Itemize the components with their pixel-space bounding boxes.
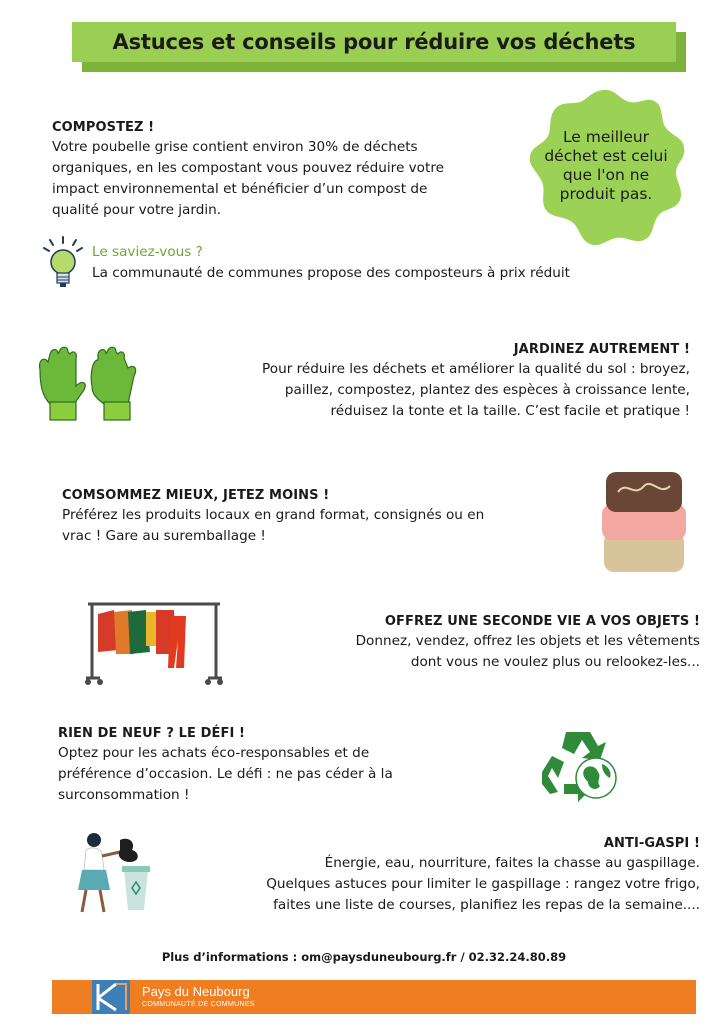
anti-gaspi-line: Quelques astuces pour limiter le gaspillage : rangez votre frigo, (266, 876, 700, 892)
garden-line: paillez, compostez, plantez des espèces à croissance lente, (284, 382, 690, 398)
compost-line: organiques, en les compostant vous pouvez réduire votre (52, 160, 444, 176)
tip-text: La communauté de communes propose des composteurs à prix réduit (92, 265, 570, 281)
woman-trash-icon (70, 830, 160, 920)
compost-line: impact environnemental et bénéficier d’un compost de (52, 181, 428, 197)
page-title: Astuces et conseils pour réduire vos déchets (112, 30, 636, 54)
badge-line: déchet est celui (544, 147, 668, 165)
nothing-new-line: surconsommation ! (58, 787, 190, 803)
lightbulb-icon (40, 236, 86, 292)
anti-gaspi-line: faites une liste de courses, planifiez les repas de la semaine.... (273, 897, 700, 913)
soap-bars-icon (598, 468, 690, 578)
compost-line: qualité pour votre jardin. (52, 202, 222, 218)
badge-line: Le meilleur (562, 128, 650, 146)
tip-label: Le saviez-vous ? (92, 244, 203, 260)
clothes-rack-icon (84, 596, 224, 688)
title-banner (72, 22, 676, 62)
consume-heading: COMSOMMEZ MIEUX, JETEZ MOINS ! (62, 488, 330, 503)
second-life-line: Donnez, vendez, offrez les objets et les vêtements (355, 633, 700, 649)
compost-heading: COMPOSTEZ ! (52, 120, 155, 135)
consume-section (62, 488, 582, 547)
consume-line: vrac ! Gare au suremballage ! (62, 528, 266, 544)
second-life-line: dont vous ne voulez plus ou relookez-les... (410, 654, 700, 670)
recycle-earth-icon (536, 728, 620, 804)
second-life-heading: OFFREZ UNE SECONDE VIE A VOS OBJETS ! (384, 614, 700, 629)
compost-line: Votre poubelle grise contient environ 30% de déchets (52, 139, 418, 155)
anti-gaspi-heading: ANTI-GASPI ! (603, 836, 700, 851)
nothing-new-heading: RIEN DE NEUF ? LE DÉFI ! (58, 726, 246, 741)
badge-line: produit pas. (559, 185, 653, 203)
contact-line: Plus d’informations : om@paysduneubourg.fr / 02.32.24.80.89 (161, 950, 567, 964)
gloves-icon (32, 346, 142, 426)
garden-line: réduisez la tonte et la taille. C’est facile et pratique ! (330, 403, 690, 419)
footer-subtitle: COMMUNAUTÉ DE COMMUNES (142, 1001, 255, 1008)
anti-gaspi-line: Énergie, eau, nourriture, faites la chasse au gaspillage. (324, 855, 700, 871)
logo-icon (92, 980, 130, 1014)
nothing-new-line: Optez pour les achats éco-responsables et de (58, 745, 370, 761)
compost-section (52, 120, 522, 221)
consume-line: Préférez les produits locaux en grand format, consignés ou en (62, 507, 485, 523)
nothing-new-line: préférence d’occasion. Le défi : ne pas céder à la (58, 766, 393, 782)
garden-section (190, 342, 690, 422)
badge-line: que l'on ne (562, 166, 650, 184)
second-life-section (250, 614, 700, 673)
nothing-new-section (58, 726, 478, 806)
badge-text (541, 128, 671, 204)
garden-line: Pour réduire les déchets et améliorer la qualité du sol : broyez, (262, 361, 690, 377)
garden-heading: JARDINEZ AUTREMENT ! (513, 342, 690, 357)
footer-name: Pays du Neubourg (142, 984, 250, 999)
anti-gaspi-section (170, 836, 700, 916)
